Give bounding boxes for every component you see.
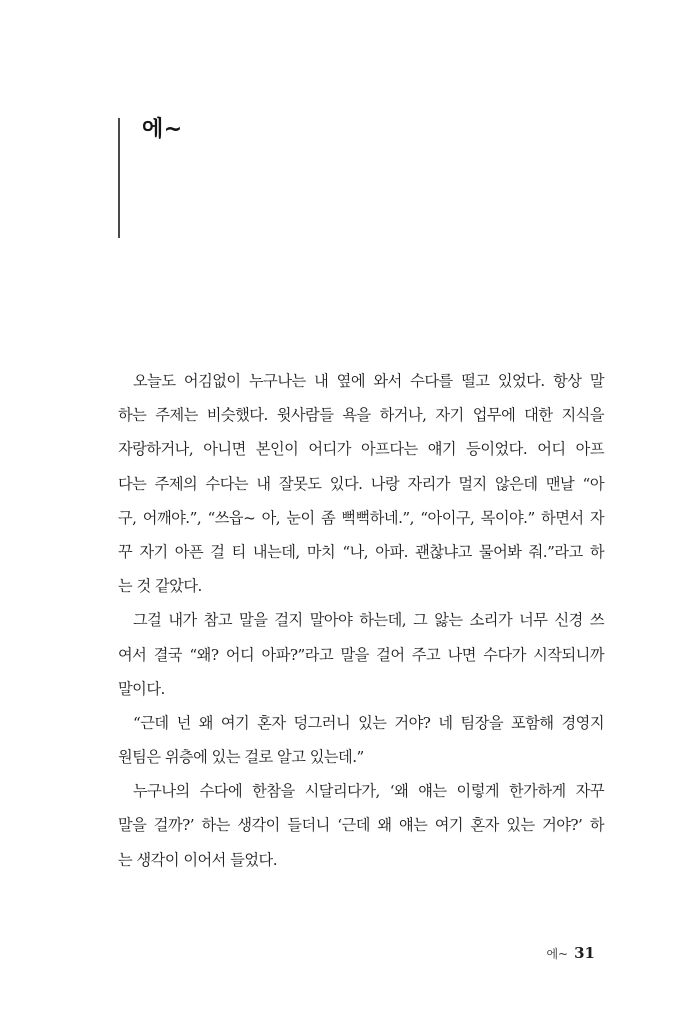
chapter-title: 에~ <box>142 117 183 142</box>
text-line: 원팀은 위층에 있는 걸로 알고 있는데.” <box>118 748 364 767</box>
text-line: 는 것 같았다. <box>118 577 202 596</box>
text-line: 구, 어깨야.”, “쓰읍~ 아, 눈이 좀 뻑뻑하네.”, “아이구, 목이야.” 하면서 자 <box>118 508 604 527</box>
chapter-title-rule <box>118 118 120 238</box>
running-title: 에~ <box>546 947 569 961</box>
text-line: 말이다. <box>118 679 165 698</box>
text-line: “근데 넌 왜 여기 혼자 덩그러니 있는 거야? 네 팀장을 포함해 경영지 <box>133 713 604 732</box>
text-line: 오늘도 어김없이 누구나는 내 옆에 와서 수다를 떨고 있었다. 항상 말 <box>133 372 604 390</box>
text-line: 그걸 내가 참고 말을 걸지 말아야 하는데, 그 앓는 소리가 너무 신경 쓰 <box>133 611 604 630</box>
text-line: 여서 결국 “왜? 어디 아파?”라고 말을 걸어 주고 나면 수다가 시작되니까 <box>118 645 604 664</box>
text-line: 꾸 자기 아픈 걸 티 내는데, 마치 “나, 아파. 괜찮냐고 물어봐 줘.”라고 하 <box>118 542 604 561</box>
text-line: 다는 주제의 수다는 내 잘못도 있다. 나랑 자리가 멀지 않은데 맨날 “아 <box>118 474 604 493</box>
text-line: 하는 주제는 비슷했다. 윗사람들 욕을 하거나, 자기 업무에 대한 지식을 <box>118 406 604 425</box>
page-number: 31 <box>574 944 595 962</box>
text-line: 말을 걸까?’ 하는 생각이 들더니 ‘근데 왜 얘는 여기 혼자 있는 거야?’ 하 <box>118 816 604 835</box>
body-text <box>118 364 604 877</box>
page-footer <box>546 944 595 962</box>
text-line: 누구나의 수다에 한참을 시달리다가, ‘왜 얘는 이렇게 한가하게 자꾸 <box>133 782 604 801</box>
text-line: 는 생각이 이어서 들었다. <box>118 850 278 869</box>
text-line: 자랑하거나, 아니면 본인이 어디가 아프다는 얘기 등이었다. 어디 아프 <box>118 440 604 459</box>
